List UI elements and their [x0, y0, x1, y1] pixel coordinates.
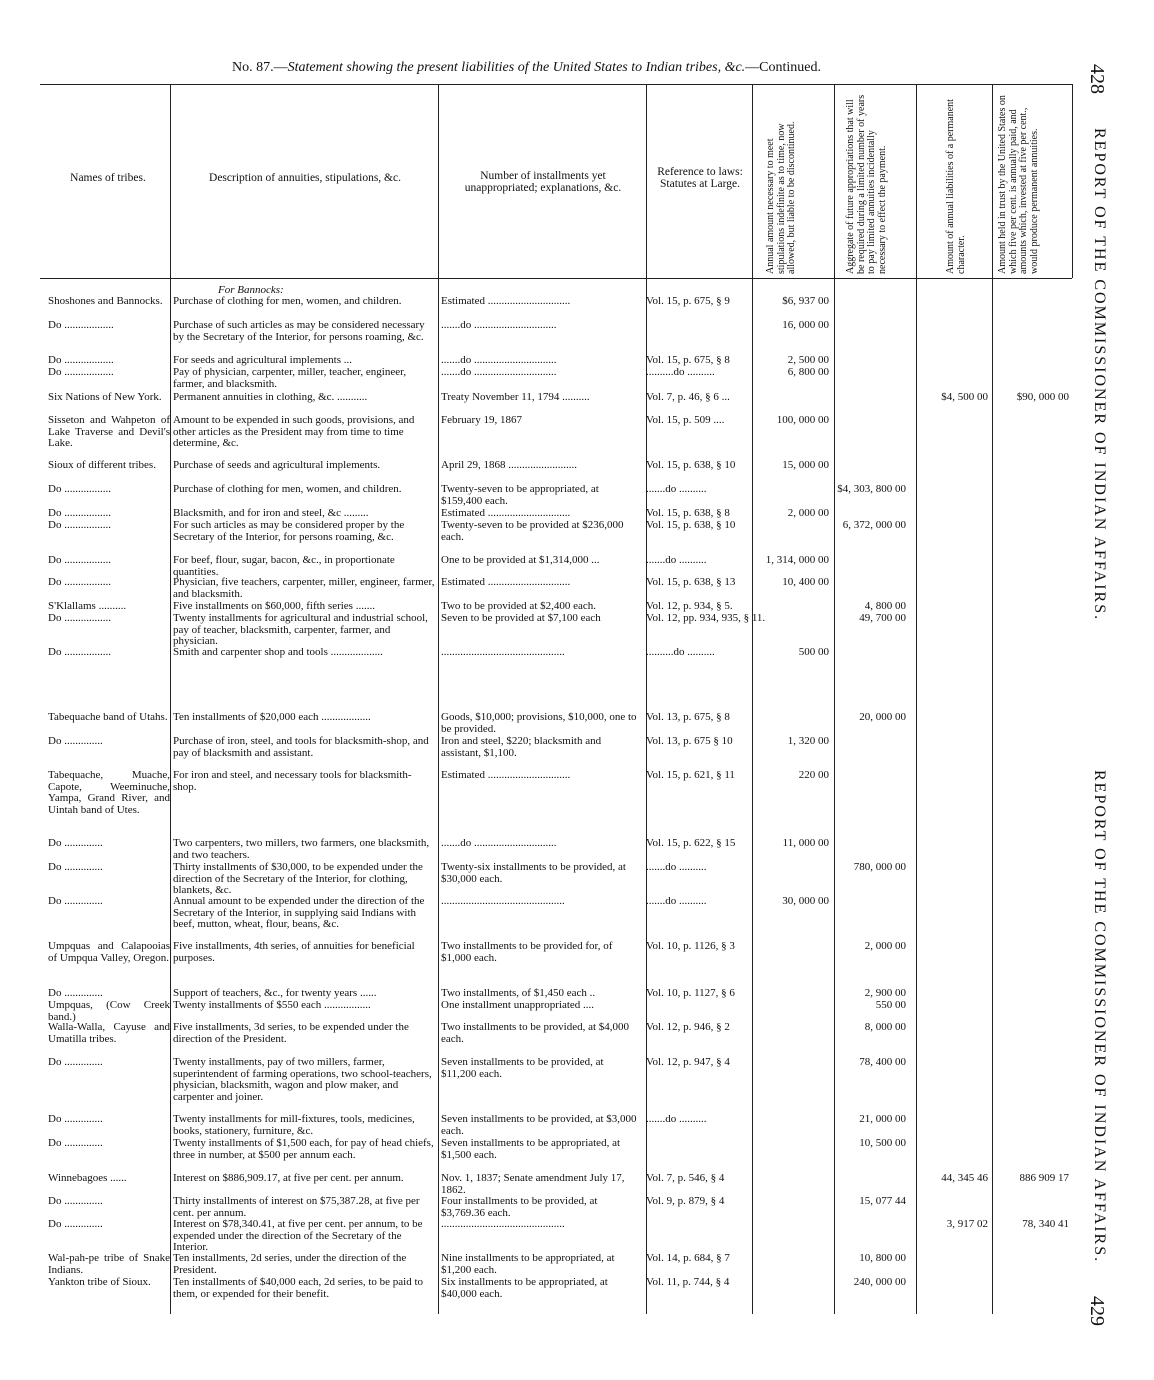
installments: One to be provided at $1,314,000 ...: [441, 554, 600, 566]
trust-amount: 78, 340 41: [1022, 1218, 1069, 1230]
reference: Vol. 12, p. 947, § 4: [646, 1056, 730, 1068]
description: Purchase of seeds and agricultural implements.: [173, 459, 381, 471]
column-rule: [646, 84, 647, 1314]
reference: Vol. 10, p. 1126, § 3: [646, 940, 735, 952]
installments: Two installments, of $1,450 each ..: [441, 987, 596, 999]
annual-amount: 16, 000 00: [782, 319, 829, 331]
installments: Four installments to be provided, at $3,769.36 each.: [441, 1195, 598, 1219]
description: Annual amount to be expended under the direction of the Secretary of the Interior, in supplying said Indians with beef, mutton, wheat, flour, beans, &c.: [173, 895, 425, 930]
aggregate-amount: 6, 372, 000 00: [842, 519, 906, 531]
permanent-amount: 44, 345 46: [941, 1172, 988, 1184]
aggregate-amount: 8, 000 00: [864, 1021, 906, 1033]
description: Permanent annuities in clothing, &c. ...........: [173, 391, 368, 403]
tribe-name: Tabequache, Muache, Capote, Weeminuche, Yampa, Grand River, and Uintah band of Utes.: [48, 769, 170, 816]
tribe-name: S'Klallams ..........: [48, 600, 127, 612]
tribe-name: Yankton tribe of Sioux.: [48, 1276, 151, 1288]
reference: .......do ..........: [646, 895, 707, 907]
description: Support of teachers, &c., for twenty years ......: [173, 987, 377, 999]
tribe-name: Six Nations of New York.: [48, 391, 162, 403]
reference: Vol. 15, p. 638, § 8: [646, 507, 730, 519]
tribe-name: Do ..................: [48, 366, 114, 378]
installments: .......do ..............................: [441, 837, 557, 849]
tribe-name: Umpquas and Calapooias of Umpqua Valley, Oregon.: [48, 940, 170, 964]
annual-amount: 15, 000 00: [782, 459, 829, 471]
aggregate-amount: 4, 800 00: [864, 600, 906, 612]
caption-title: Statement showing the present liabilities of the United States to Indian tribes, &c.: [287, 60, 746, 75]
aggregate-amount: 550 00: [875, 999, 906, 1011]
description: Five installments, 3d series, to be expended under the direction of the President.: [173, 1021, 409, 1045]
description: For beef, flour, sugar, bacon, &c., in proportionate quantities.: [173, 554, 395, 578]
tribe-name: Do .................: [48, 483, 111, 495]
description: Twenty installments of $1,500 each, for pay of head chiefs, three in number, at $500 per annum each.: [173, 1137, 434, 1161]
tribe-name: Do ..............: [48, 1056, 103, 1068]
description: Physician, five teachers, carpenter, miller, engineer, farmer, and blacksmith.: [173, 576, 435, 600]
tribe-name: Do ..............: [48, 861, 103, 873]
aggregate-amount: 2, 000 00: [864, 940, 906, 952]
installments: Goods, $10,000; provisions, $10,000, one to be provided.: [441, 711, 637, 735]
tribe-name: Do ..............: [48, 895, 103, 907]
aggregate-amount: 20, 000 00: [859, 711, 906, 723]
reference: Vol. 15, p. 675, § 8: [646, 354, 730, 366]
annual-amount: 11, 000 00: [782, 837, 829, 849]
annual-amount: 1, 314, 000 00: [765, 554, 829, 566]
installments: .......do ..............................: [441, 319, 557, 331]
installments: Twenty-six installments to be provided, at $30,000 each.: [441, 861, 626, 885]
column-rule: [916, 84, 917, 1314]
annual-amount: 220 00: [798, 769, 829, 781]
installments: Estimated ..............................: [441, 507, 571, 519]
tribe-name: Do .................: [48, 554, 111, 566]
reference: .......do ..........: [646, 483, 707, 495]
reference: Vol. 15, p. 638, § 10: [646, 519, 736, 531]
reference: Vol. 7, p. 546, § 4: [646, 1172, 725, 1184]
tribe-name: Winnebagoes ......: [48, 1172, 127, 1184]
installments: Twenty-seven to be provided at $236,000 each.: [441, 519, 624, 543]
installments: One installment unappropriated ....: [441, 999, 595, 1011]
permanent-amount: $4, 500 00: [941, 391, 988, 403]
header-names: Names of tribes.: [70, 172, 146, 184]
tribe-name: Umpquas, (Cow Creek band.): [48, 999, 170, 1023]
description: Purchase of clothing for men, women, and children.: [173, 295, 402, 307]
reference: Vol. 15, p. 509 ....: [646, 414, 725, 426]
description: Twenty installments, pay of two millers, farmer, superintendent of farming operations, two school-teachers, physician, blacksmith, wagon and plow maker, and carpenter and joiner.: [173, 1056, 432, 1103]
aggregate-amount: 15, 077 44: [859, 1195, 906, 1207]
reference: Vol. 13, p. 675 § 10: [646, 735, 733, 747]
description: For seeds and agricultural implements ...: [173, 354, 353, 366]
installments: April 29, 1868 .........................: [441, 459, 577, 471]
tribe-name: Sioux of different tribes.: [48, 459, 156, 471]
header-reference: Reference to laws: Statutes at Large.: [657, 166, 743, 190]
caption-number: No. 87.—: [232, 60, 288, 75]
header-trust: Amount held in trust by the United States on which five per cent. is annually paid, and amounts which, invested at five per cent., would produce permanent annuities.: [997, 95, 1040, 274]
tribe-name: Do ..............: [48, 1113, 103, 1125]
running-head-bottom: REPORT OF THE COMMISSIONER OF INDIAN AFFAIRS.: [1091, 770, 1108, 1264]
installments: .......do ..............................: [441, 354, 557, 366]
reference: Vol. 10, p. 1127, § 6: [646, 987, 735, 999]
tribe-name: Do .................: [48, 612, 111, 624]
installments: Seven to be provided at $7,100 each: [441, 612, 601, 624]
aggregate-amount: 21, 000 00: [859, 1113, 906, 1125]
installments: Estimated ..............................: [441, 576, 571, 588]
installments: .......do ..............................: [441, 366, 557, 378]
reference: Vol. 12, p. 934, § 5.: [646, 600, 733, 612]
description: Twenty installments for mill-fixtures, tools, medicines, books, stationery, furniture, &c.: [173, 1113, 415, 1137]
reference: ..........do ..........: [646, 646, 715, 658]
description: For iron and steel, and necessary tools for blacksmith-shop.: [173, 769, 412, 793]
installments: Estimated ..............................: [441, 295, 571, 307]
subheading-bannocks: For Bannocks:: [218, 284, 284, 296]
description: Ten installments, 2d series, under the direction of the President.: [173, 1252, 407, 1276]
annual-amount: $6, 937 00: [782, 295, 829, 307]
installments: Treaty November 11, 1794 ..........: [441, 391, 590, 403]
installments: Twenty-seven to be appropriated, at $159,400 each.: [441, 483, 599, 507]
page-number-top: 428: [1086, 64, 1108, 94]
description: Pay of physician, carpenter, miller, teacher, engineer, farmer, and blacksmith.: [173, 366, 407, 390]
installments: Two installments to be provided for, of $1,000 each.: [441, 940, 613, 964]
tribe-name: Do ..............: [48, 987, 103, 999]
tribe-name: Sisseton and Wahpeton of Lake Traverse and Devil's Lake.: [48, 414, 170, 449]
header-bottom-rule: [40, 278, 1072, 279]
description: Twenty installments of $550 each .................: [173, 999, 371, 1011]
tribe-name: Wal-pah-pe tribe of Snake Indians.: [48, 1252, 170, 1276]
column-rule: [834, 84, 835, 1314]
description: Five installments on $60,000, fifth series .......: [173, 600, 375, 612]
column-rule: [438, 84, 439, 1314]
reference: Vol. 12, p. 946, § 2: [646, 1021, 730, 1033]
caption-continued: —Continued.: [745, 60, 822, 75]
installments: Nov. 1, 1837; Senate amendment July 17, 1862.: [441, 1172, 625, 1196]
reference: Vol. 13, p. 675, § 8: [646, 711, 730, 723]
installments: Estimated ..............................: [441, 769, 571, 781]
tribe-name: Do ..............: [48, 1218, 103, 1230]
reference: ..........do ..........: [646, 366, 715, 378]
tribe-name: Do ..............: [48, 837, 103, 849]
installments: Nine installments to be appropriated, at $1,200 each.: [441, 1252, 615, 1276]
tribe-name: Do ..............: [48, 735, 103, 747]
reference: Vol. 15, p. 675, § 9: [646, 295, 730, 307]
tribe-name: Do .................: [48, 576, 111, 588]
description: For such articles as may be considered proper by the Secretary of the Interior, for persons roaming, &c.: [173, 519, 405, 543]
table-caption: [232, 60, 902, 76]
aggregate-amount: 780, 000 00: [853, 861, 906, 873]
installments: Seven installments to be provided, at $11,200 each.: [441, 1056, 604, 1080]
description: Twenty installments for agricultural and industrial school, pay of teacher, blacksmith, carpenter, farmer, and physician.: [173, 612, 428, 647]
tribe-name: Do .................: [48, 646, 111, 658]
installments: .............................................: [441, 646, 565, 658]
column-rule: [752, 84, 753, 1314]
tribe-name: Walla-Walla, Cayuse and Umatilla tribes.: [48, 1021, 170, 1045]
installments: Six installments to be appropriated, at $40,000 each.: [441, 1276, 608, 1300]
table-top-rule: [40, 84, 1072, 85]
header-aggregate: Aggregate of future appropriations that will be required during a limited number of years to pay limited annuities incidentally necessary to effect the payment.: [845, 94, 888, 274]
tribe-name: Shoshones and Bannocks.: [48, 295, 163, 307]
description: Smith and carpenter shop and tools ...................: [173, 646, 383, 658]
header-description: Description of annuities, stipulations, &c.: [209, 172, 401, 184]
annual-amount: 500 00: [798, 646, 829, 658]
annual-amount: 1, 320 00: [787, 735, 829, 747]
annual-amount: 2, 500 00: [787, 354, 829, 366]
description: Ten installments of $20,000 each ..................: [173, 711, 371, 723]
description: Amount to be expended in such goods, provisions, and other articles as the President may from time to time determine, &c.: [173, 414, 415, 449]
aggregate-amount: 240, 000 00: [853, 1276, 906, 1288]
tribe-name: Do ..................: [48, 354, 114, 366]
description: Ten installments of $40,000 each, 2d series, to be paid to them, or expended for their benefit.: [173, 1276, 424, 1300]
tribe-name: Do .................: [48, 507, 111, 519]
reference: Vol. 7, p. 46, § 6 ...: [646, 391, 730, 403]
description: Thirty installments of interest on $75,387.28, at five per cent. per annum.: [173, 1195, 420, 1219]
installments: Iron and steel, $220; blacksmith and assistant, $1,100.: [441, 735, 602, 759]
reference: Vol. 15, p. 638, § 13: [646, 576, 736, 588]
reference: .......do ..........: [646, 554, 707, 566]
tribe-name: Do ..............: [48, 1195, 103, 1207]
header-permanent: Amount of annual liabilities of a permanent character.: [945, 99, 967, 274]
reference: .......do ..........: [646, 861, 707, 873]
reference: Vol. 9, p. 879, § 4: [646, 1195, 725, 1207]
aggregate-amount: 2, 900 00: [864, 987, 906, 999]
reference: Vol. 11, p. 744, § 4: [646, 1276, 730, 1288]
description: Thirty installments of $30,000, to be expended under the direction of the Secretary of the Interior, for clothing, blankets, &c.: [173, 861, 423, 896]
installments: Seven installments to be appropriated, at $1,500 each.: [441, 1137, 621, 1161]
page-number-bottom: 429: [1086, 1296, 1108, 1326]
reference: Vol. 14, p. 684, § 7: [646, 1252, 730, 1264]
installments: .............................................: [441, 895, 565, 907]
header-installments: Number of installments yet unappropriated; explanations, &c.: [464, 170, 622, 194]
reference: .......do ..........: [646, 1113, 707, 1125]
aggregate-amount: 49, 700 00: [859, 612, 906, 624]
annual-amount: 6, 800 00: [787, 366, 829, 378]
trust-amount: 886 909 17: [1019, 1172, 1069, 1184]
annual-amount: 2, 000 00: [787, 507, 829, 519]
description: Five installments, 4th series, of annuities for beneficial purposes.: [173, 940, 415, 964]
installments: Two installments to be provided, at $4,000 each.: [441, 1021, 630, 1045]
installments: .............................................: [441, 1218, 565, 1230]
installments: Seven installments to be provided, at $3,000 each.: [441, 1113, 637, 1137]
reference: Vol. 15, p. 622, § 15: [646, 837, 736, 849]
aggregate-amount: $4, 303, 800 00: [837, 483, 906, 495]
tribe-name: Tabequache band of Utahs.: [48, 711, 168, 723]
installments: Two to be provided at $2,400 each.: [441, 600, 597, 612]
description: Two carpenters, two millers, two farmers, one blacksmith, and two teachers.: [173, 837, 430, 861]
annual-amount: 30, 000 00: [782, 895, 829, 907]
column-rule: [992, 84, 993, 1314]
annual-amount: 100, 000 00: [776, 414, 829, 426]
running-head-top: REPORT OF THE COMMISSIONER OF INDIAN AFFAIRS.: [1091, 128, 1108, 622]
tribe-name: Do ..............: [48, 1137, 103, 1149]
description: Purchase of such articles as may be considered necessary by the Secretary of the Interior, for persons roaming, &c.: [173, 319, 425, 343]
tribe-name: Do .................: [48, 519, 111, 531]
aggregate-amount: 10, 500 00: [859, 1137, 906, 1149]
permanent-amount: 3, 917 02: [946, 1218, 988, 1230]
installments: February 19, 1867: [441, 414, 522, 426]
annual-amount: 10, 400 00: [782, 576, 829, 588]
description: Interest on $886,909.17, at five per cent. per annum.: [173, 1172, 404, 1184]
description: Blacksmith, and for iron and steel, &c .........: [173, 507, 369, 519]
description: Interest on $78,340.41, at five per cent. per annum, to be expended under the direction of the Secretary of the Interior.: [173, 1218, 423, 1253]
aggregate-amount: 78, 400 00: [859, 1056, 906, 1068]
description: Purchase of iron, steel, and tools for blacksmith-shop, and pay of blacksmith and assistant.: [173, 735, 429, 759]
reference: Vol. 15, p. 621, § 11: [646, 769, 735, 781]
tribe-name: Do ..................: [48, 319, 114, 331]
header-annual: Annual amount necessary to meet stipulations indefinite as to time, now allowed, but liable to be discontinued.: [765, 121, 797, 274]
column-rule: [170, 84, 171, 1314]
aggregate-amount: 10, 800 00: [859, 1252, 906, 1264]
column-rule: [1072, 84, 1073, 278]
reference: Vol. 15, p. 638, § 10: [646, 459, 736, 471]
description: Purchase of clothing for men, women, and children.: [173, 483, 402, 495]
trust-amount: $90, 000 00: [1016, 391, 1069, 403]
reference: Vol. 12, pp. 934, 935, § 11.: [646, 612, 766, 624]
